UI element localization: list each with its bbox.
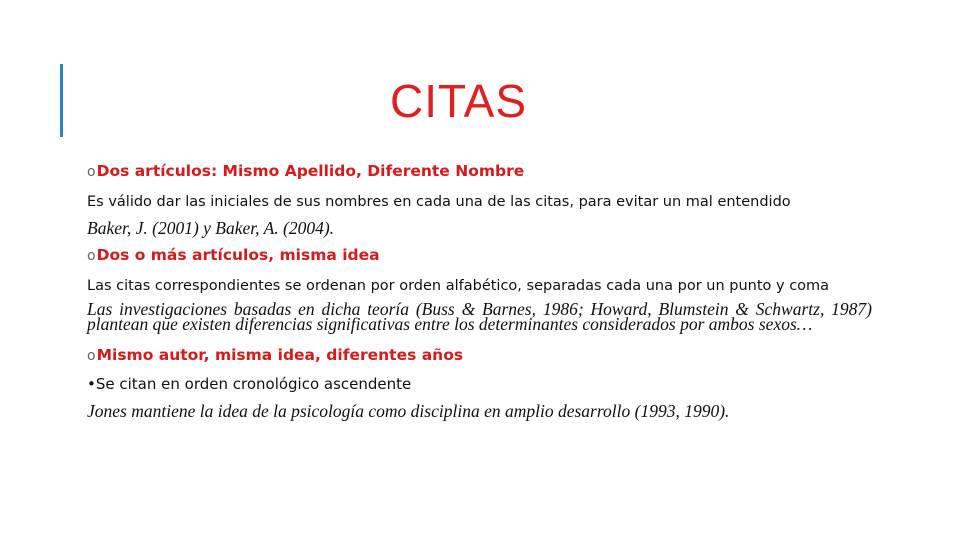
section-text: Es válido dar las iniciales de sus nombres en cada una de las citas, para evitar un mal entendido bbox=[87, 194, 791, 210]
slide-title: CITAS bbox=[390, 75, 528, 127]
dot-bullet-icon: • bbox=[87, 375, 96, 393]
section-heading: oMismo autor, misma idea, diferentes años bbox=[87, 346, 464, 364]
circle-bullet-icon: o bbox=[87, 248, 96, 264]
citation-example: Baker, J. (2001) y Baker, A. (2004). bbox=[87, 218, 335, 238]
circle-bullet-icon: o bbox=[87, 348, 96, 364]
title-accent-bar bbox=[60, 64, 63, 137]
section-text: Las citas correspondientes se ordenan por orden alfabético, separadas cada una por un punto y coma bbox=[87, 278, 830, 294]
slide-content bbox=[87, 160, 872, 421]
section-heading: oDos o más artículos, misma idea bbox=[87, 246, 380, 264]
section-text: •Se citan en orden cronológico ascendente bbox=[87, 375, 412, 393]
section-heading: oDos artículos: Mismo Apellido, Diferente Nombre bbox=[87, 162, 525, 180]
circle-bullet-icon: o bbox=[87, 164, 96, 180]
citation-example: Jones mantiene la idea de la psicología como disciplina en amplio desarrollo (1993, 1990). bbox=[87, 401, 730, 421]
citation-example: Las investigaciones basadas en dicha teoría (Buss & Barnes, 1986; Howard, Blumstein & Schwartz, 1987) plantean que existen diferencias significativas entre los determinantes considerados por ambos sexos… bbox=[87, 299, 872, 334]
